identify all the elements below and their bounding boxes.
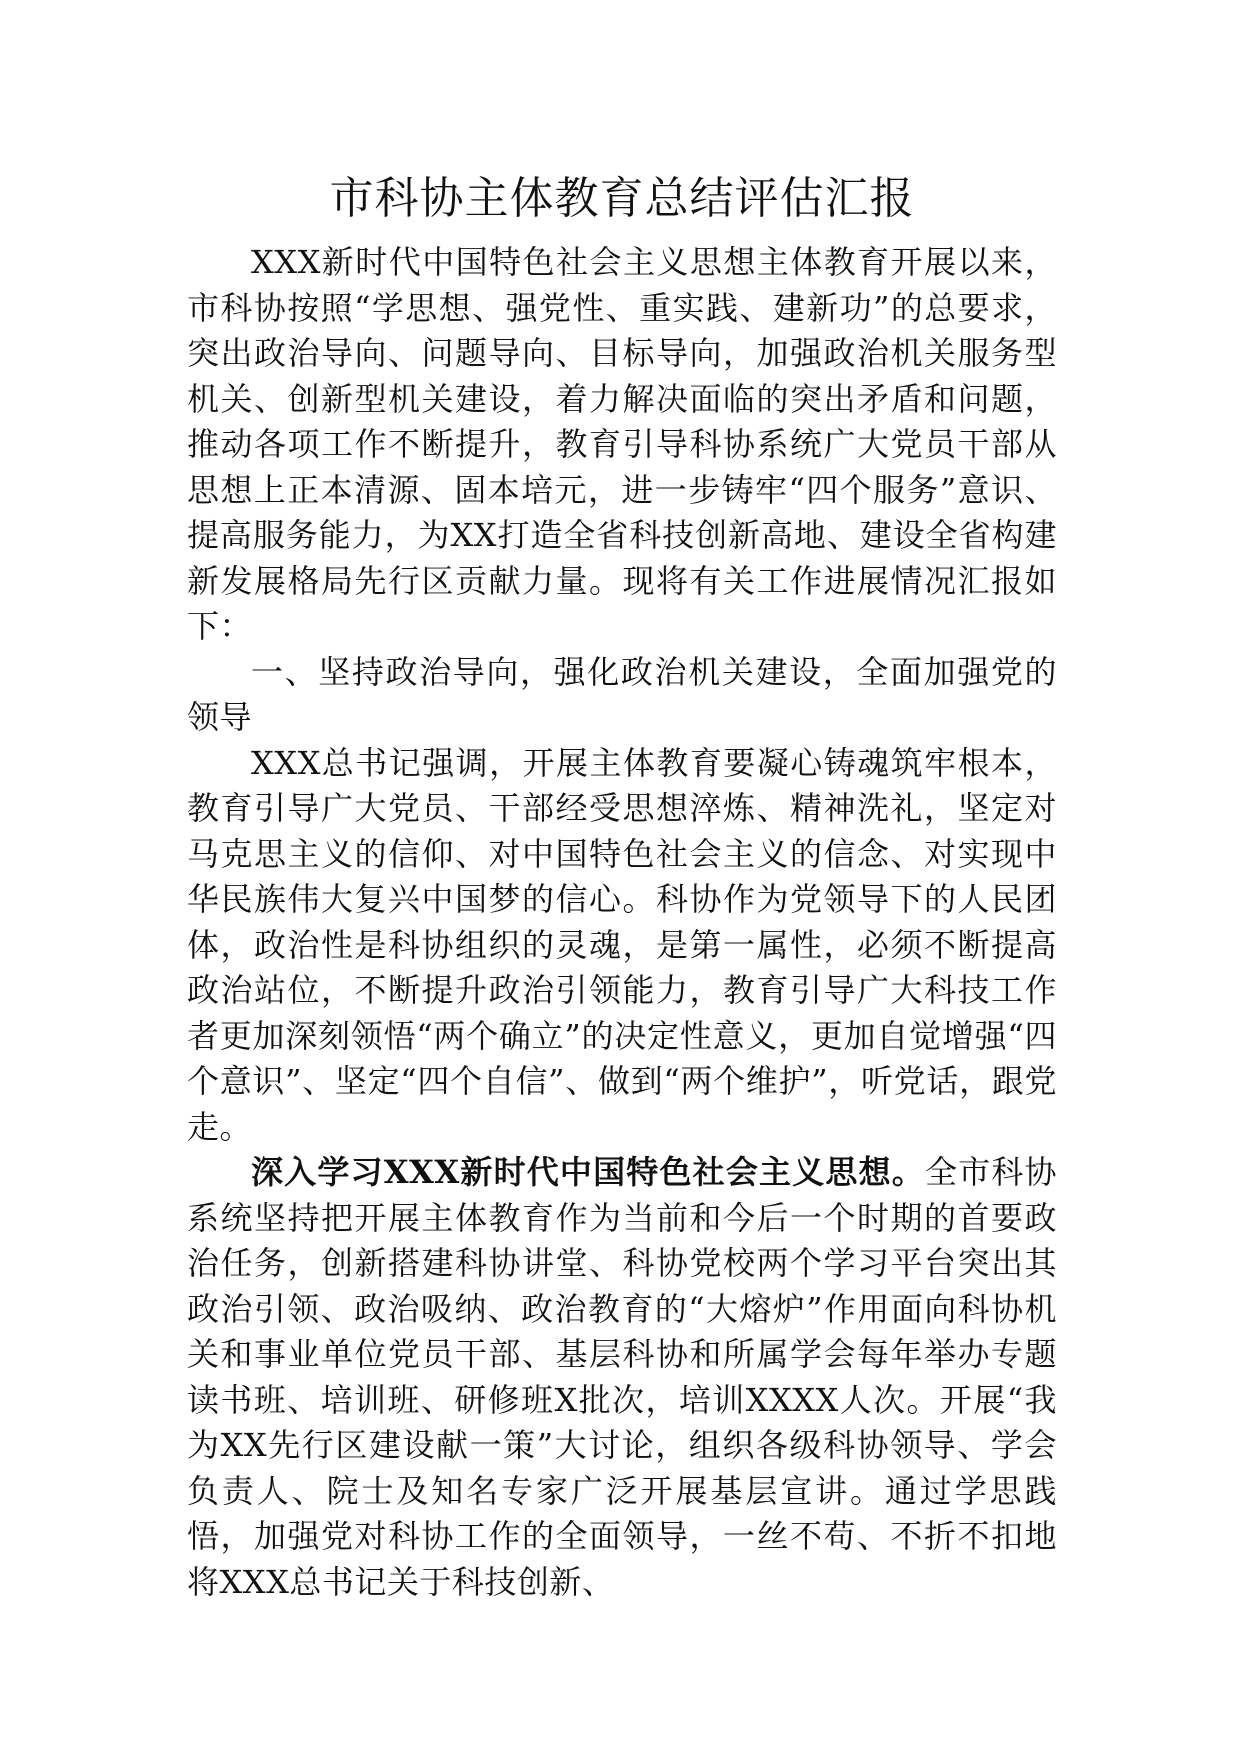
document-page xyxy=(187,168,1057,1605)
document-title: 市科协主体教育总结评估汇报 xyxy=(329,173,915,224)
section-heading-1: 一、坚持政治导向，强化政治机关建设，全面加强党的领导 xyxy=(187,652,1057,736)
section-1-paragraph: XXX总书记强调，开展主体教育要凝心铸魂筑牢根本，教育引导广大党员、干部经受思想淬炼、精神洗礼，坚定对马克思主义的信仰、对中国特色社会主义的信念、对实现中华民族伟大复兴中国梦的信心。科协作为党领导下的人民团体，政治性是科协组织的灵魂，是第一属性，必须不断提高政治站位，不断提升政治引领能力，教育引导广大科技工作者更加深刻领悟“两个确立”的决定性意义，更加自觉增强“四个意识”、坚定“四个自信”、做到“两个维护”，听党话，跟党走。 xyxy=(187,743,1057,1146)
study-paragraph xyxy=(187,1150,1057,1605)
study-paragraph-lead: 深入学习XXX新时代中国特色社会主义思想。 xyxy=(251,1153,925,1191)
study-paragraph-body: 全市科协系统坚持把开展主体教育作为当前和今后一个时期的首要政治任务，创新搭建科协讲堂、科协党校两个学习平台突出其政治引领、政治吸纳、政治教育的“大熔炉”作用面向科协机关和事业单位党员干部、基层科协和所属学会每年举办专题读书班、培训班、研修班X批次，培训XXXX人次。开展“我为XX先行区建设献一策”大讨论，组织各级科协领导、学会负责人、院士及知名专家广泛开展基层宣讲。通过学思践悟，加强党对科协工作的全面领导，一丝不苟、不折不扣地将XXX总书记关于科技创新、 xyxy=(187,1153,1057,1601)
intro-paragraph: XXX新时代中国特色社会主义思想主体教育开展以来，市科协按照“学思想、强党性、重实践、建新功”的总要求，突出政治导向、问题导向、目标导向，加强政治机关服务型机关、创新型机关建设，着力解决面临的突出矛盾和问题，推动各项工作不断提升，教育引导科协系统广大党员干部从思想上正本清源、固本培元，进一步铸牢“四个服务”意识、提高服务能力，为XX打造全省科技创新高地、建设全省构建新发展格局先行区贡献力量。现将有关工作进展情况汇报如下： xyxy=(187,243,1057,645)
